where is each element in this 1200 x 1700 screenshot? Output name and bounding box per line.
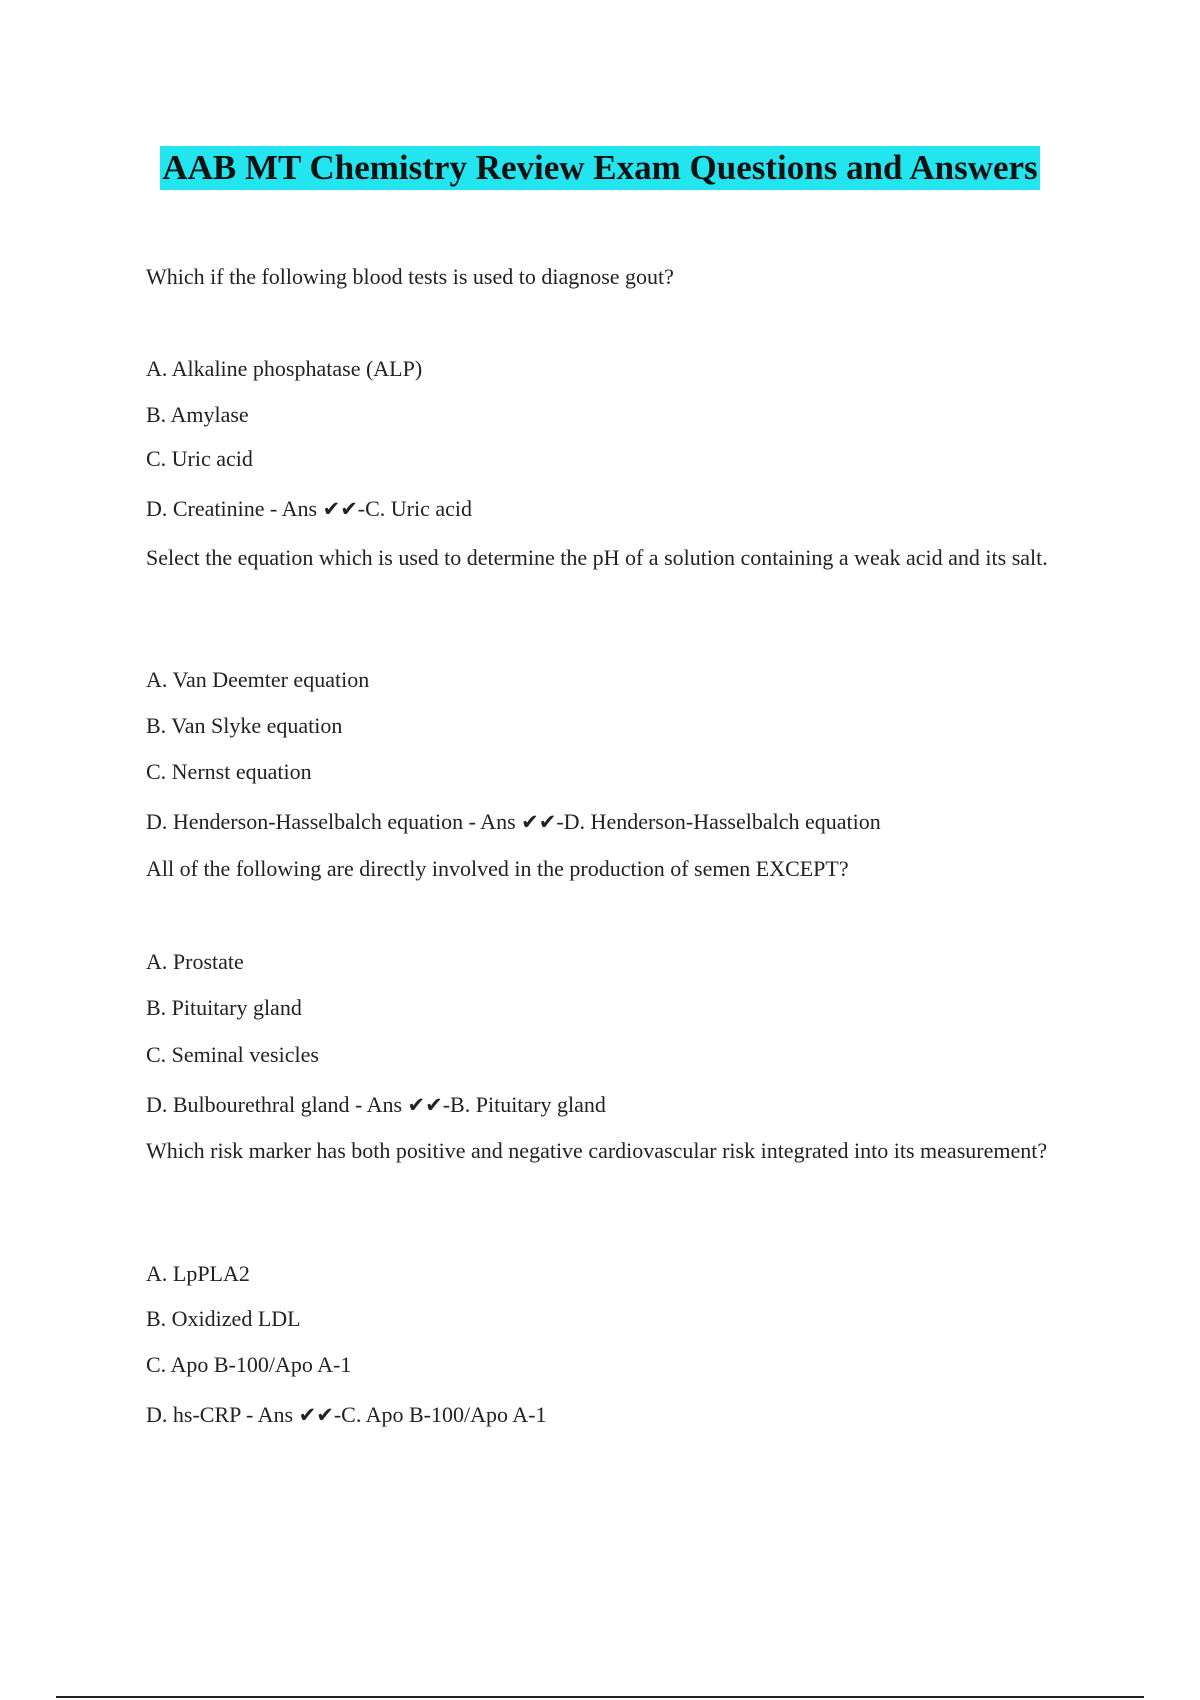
question-4-option-a: A. LpPLA2	[146, 1261, 250, 1286]
question-2-option-c: C. Nernst equation	[146, 759, 312, 784]
check-icon: ✔✔	[298, 1403, 334, 1427]
question-3-option-d-answer	[146, 1090, 1066, 1120]
question-4-option-d-answer	[146, 1400, 1066, 1430]
question-4-answer: -C. Apo B-100/Apo A-1	[333, 1402, 547, 1427]
question-1-option-d-answer	[146, 494, 1066, 524]
question-2-option-b: B. Van Slyke equation	[146, 713, 343, 738]
question-4-option-b: B. Oxidized LDL	[146, 1306, 301, 1331]
question-2-option-d-answer	[146, 807, 1066, 837]
question-4-stem: Which risk marker has both positive and negative cardiovascular risk integrated into its measurement?	[146, 1138, 1048, 1163]
question-2-stem: Select the equation which is used to determine the pH of a solution containing a weak acid and its salt.	[146, 545, 1048, 570]
check-icon: ✔✔	[407, 1093, 443, 1117]
question-4-option-c: C. Apo B-100/Apo A-1	[146, 1352, 352, 1377]
question-3-option-b: B. Pituitary gland	[146, 995, 302, 1020]
document-title: AAB MT Chemistry Review Exam Questions and Answers	[160, 146, 1039, 190]
question-3-stem: All of the following are directly involved in the production of semen EXCEPT?	[146, 856, 849, 881]
question-1-answer: -C. Uric acid	[357, 496, 473, 521]
question-2-option-d: D. Henderson-Hasselbalch equation - Ans	[146, 809, 516, 834]
question-2-option-a: A. Van Deemter equation	[146, 667, 370, 692]
question-1-option-c: C. Uric acid	[146, 446, 253, 471]
question-1-option-a: A. Alkaline phosphatase (ALP)	[146, 356, 423, 381]
question-3-option-c: C. Seminal vesicles	[146, 1042, 319, 1067]
check-icon: ✔✔	[521, 810, 557, 834]
question-3-option-a: A. Prostate	[146, 949, 244, 974]
question-2-answer: -D. Henderson-Hasselbalch equation	[556, 809, 881, 834]
bottom-divider	[56, 1696, 1144, 1698]
title-container	[0, 146, 1200, 190]
question-4-option-d: D. hs-CRP - Ans	[146, 1402, 294, 1427]
question-3-answer: -B. Pituitary gland	[442, 1092, 606, 1117]
check-icon: ✔✔	[322, 497, 358, 521]
question-3-option-d: D. Bulbourethral gland - Ans	[146, 1092, 403, 1117]
question-1-stem: Which if the following blood tests is used to diagnose gout?	[146, 264, 674, 289]
question-1-option-d: D. Creatinine - Ans	[146, 496, 318, 521]
question-1-option-b: B. Amylase	[146, 402, 249, 427]
